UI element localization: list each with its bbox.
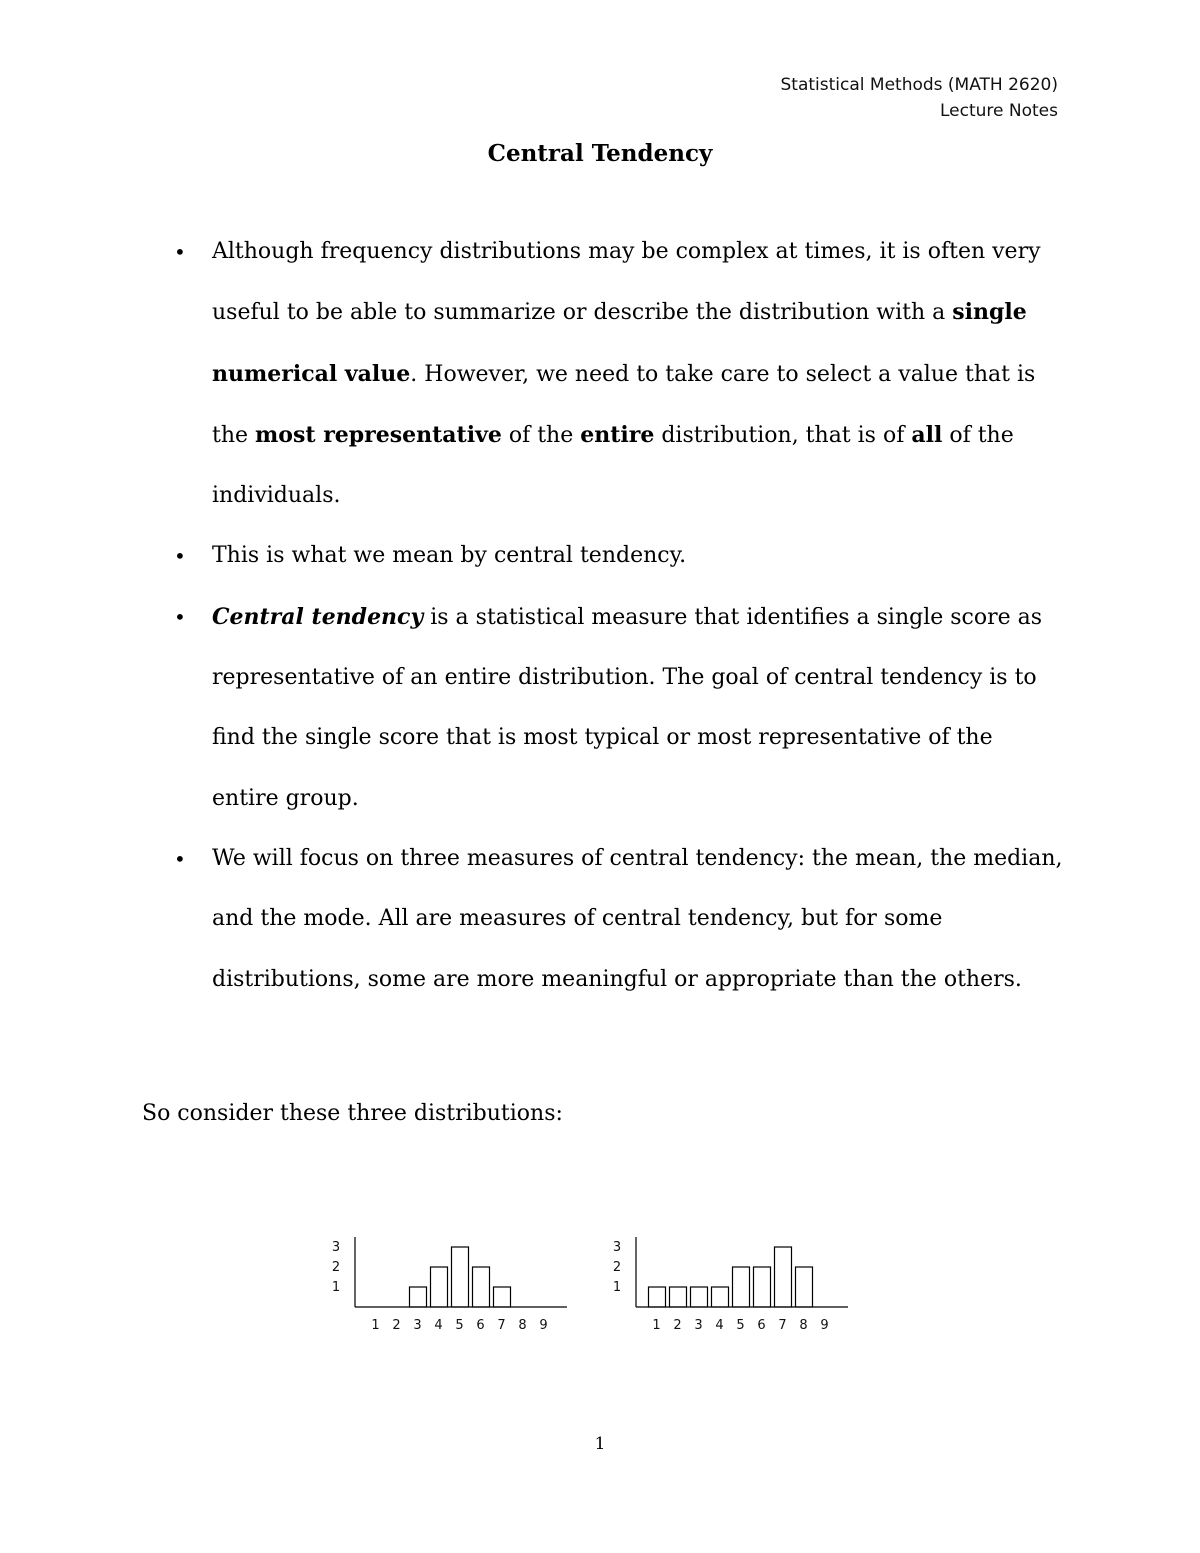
document-type: Lecture Notes	[940, 101, 1058, 121]
histogram-bar	[494, 1287, 511, 1307]
x-tick-label: 1	[371, 1318, 380, 1333]
bullet-dot-icon: •	[174, 240, 186, 264]
x-tick-label: 9	[820, 1318, 829, 1333]
bullet-list	[164, 222, 1064, 1010]
bullet-text-segment: of the	[501, 422, 581, 448]
bullet-dot-icon: •	[174, 846, 186, 871]
y-tick-label: 3	[612, 1240, 622, 1255]
histogram-bar	[410, 1287, 427, 1307]
x-tick-label: 8	[518, 1318, 527, 1333]
histogram-bar	[452, 1247, 469, 1307]
page-title: Central Tendency	[487, 140, 713, 167]
histogram-bar	[775, 1247, 792, 1307]
bullet-text-segment: most representative	[255, 421, 502, 448]
y-tick-label: 1	[331, 1280, 341, 1295]
histogram-bar	[431, 1267, 448, 1307]
x-tick-label: 6	[757, 1318, 766, 1333]
x-tick-label: 2	[392, 1318, 401, 1333]
histogram-bar	[473, 1267, 490, 1307]
histogram-bar	[649, 1287, 666, 1307]
bullet-text-segment: distribution, that is of	[654, 422, 912, 448]
x-tick-label: 7	[497, 1318, 506, 1333]
histogram-bar	[796, 1267, 813, 1307]
page-header	[781, 72, 1059, 124]
bullet-item	[164, 222, 1064, 526]
course-name: Statistical Methods (MATH 2620)	[780, 75, 1058, 95]
x-tick-label: 3	[413, 1318, 422, 1333]
bullet-text-segment: We will focus on three measures of central tendency: the mean, the median, and the mode. All are measures of central tendency, but for some distributions, some are more meaningful or appropriate than the others.	[212, 845, 1063, 992]
bullet-dot-icon: •	[174, 544, 186, 569]
x-tick-label: 6	[476, 1318, 485, 1333]
y-tick-label: 2	[331, 1260, 341, 1275]
intro-sentence: So consider these three distributions:	[142, 1101, 563, 1126]
bullet-item	[164, 587, 1064, 829]
x-tick-label: 9	[539, 1318, 548, 1333]
x-tick-label: 5	[455, 1318, 464, 1333]
y-tick-label: 2	[612, 1260, 622, 1275]
y-tick-label: 3	[331, 1240, 341, 1255]
histogram-bar	[754, 1267, 771, 1307]
page-number: 1	[594, 1434, 606, 1454]
histogram-left	[325, 1215, 585, 1349]
x-tick-label: 4	[715, 1318, 724, 1333]
histogram-bar	[691, 1287, 708, 1307]
bullet-text-segment: Central tendency	[212, 603, 424, 630]
bullet-text-segment: entire	[580, 421, 655, 448]
histogram-bar	[712, 1287, 729, 1307]
x-tick-label: 4	[434, 1318, 443, 1333]
histogram-bar	[670, 1287, 687, 1307]
x-tick-label: 1	[652, 1318, 661, 1333]
bullet-text-segment: all	[911, 421, 943, 448]
bullet-text-segment: is a statistical measure that identifies a single score as representative of an entire distribution. The goal of central tendency is to find the single score that is most typical or most representative of the entire group.	[212, 604, 1043, 811]
x-tick-label: 7	[778, 1318, 787, 1333]
bullet-item	[164, 526, 1064, 586]
histogram-left-svg	[325, 1215, 585, 1345]
x-tick-label: 8	[799, 1318, 808, 1333]
x-tick-label: 2	[673, 1318, 682, 1333]
x-tick-label: 3	[694, 1318, 703, 1333]
histogram-right-svg	[606, 1215, 866, 1345]
bullet-dot-icon: •	[174, 604, 186, 629]
bullet-text-segment: single numerical value	[212, 299, 1027, 387]
x-tick-label: 5	[736, 1318, 745, 1333]
bullet-text-segment: Although frequency distributions may be complex at times, it is often very useful to be able to summarize or describe the distribution with a	[212, 239, 1041, 326]
bullet-text-segment: . However, we need to take care to select a value that is the	[212, 361, 1036, 448]
bullet-item	[164, 829, 1064, 1010]
bullet-text-segment: This is what we mean by central tendency.	[212, 543, 687, 569]
y-tick-label: 1	[612, 1280, 622, 1295]
histogram-right	[606, 1215, 866, 1349]
bullet-text-segment: of the individuals.	[212, 422, 1014, 509]
histogram-bar	[733, 1267, 750, 1307]
